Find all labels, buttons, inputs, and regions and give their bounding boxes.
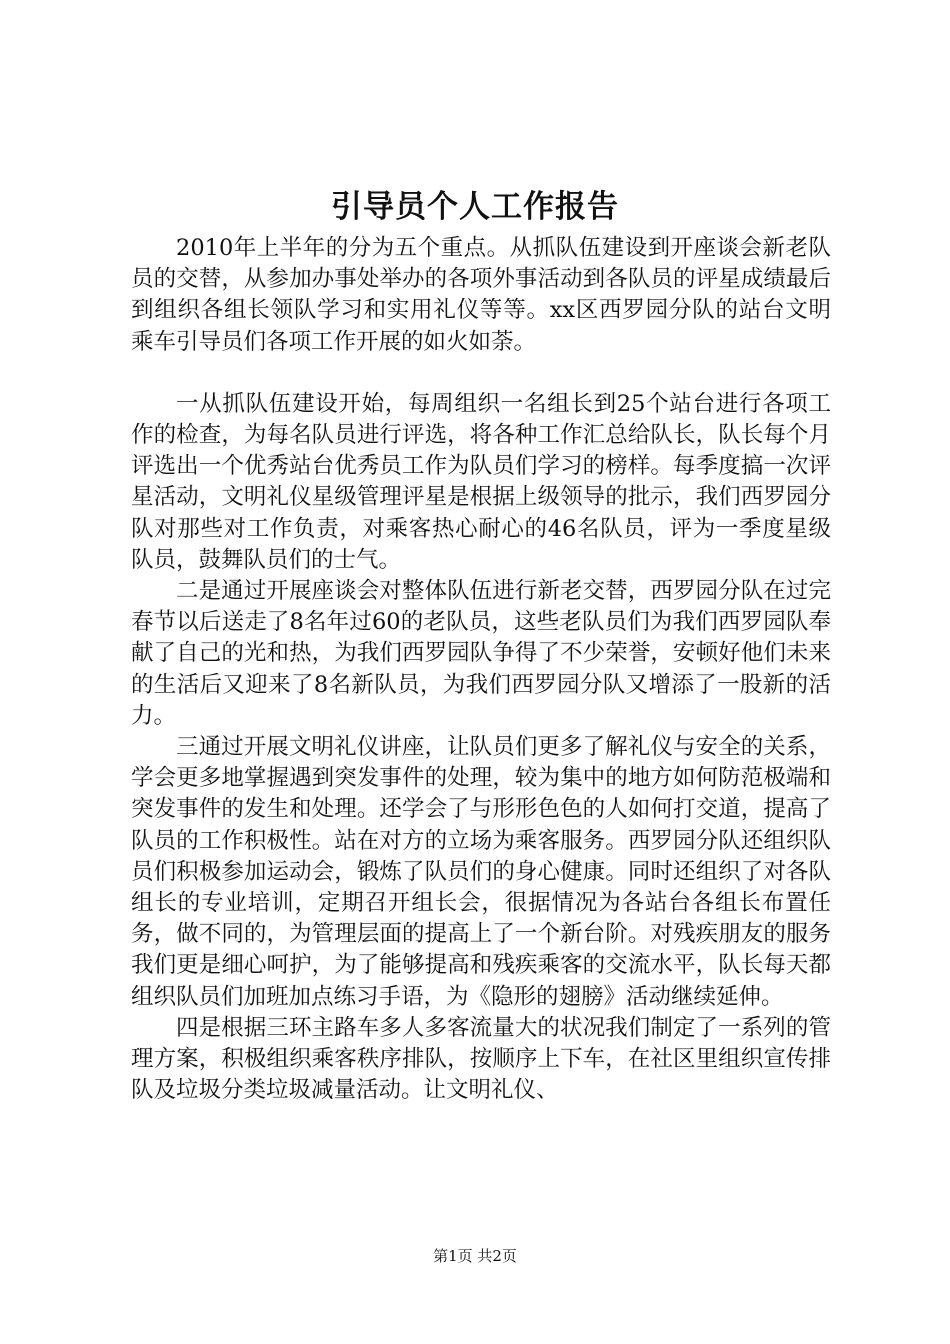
- paragraph-etiquette-training: 三通过开展文明礼仪讲座，让队员们更多了解礼仪与安全的关系，学会更多地掌握遇到突发事件的处理，较为集中的地方如何防范极端和突发事件的发生和处理。还学会了与形形色色的人如何打交道，提高了队员的工作积极性。站在对方的立场为乘客服务。西罗园分队还组织队员们积极参加运动会，锻炼了队员们的身心健康。同时还组织了对各队组长的专业培训，定期召开组长会，很据情况为各站台各组长布置任务，做不同的，为管理层面的提高上了一个新台阶。对残疾朋友的服务我们更是细心呵护，为了能够提高和残疾乘客的交流水平，队长每天都组织队员们加班加点练习手语，为《隐形的翅膀》活动继续延伸。: [131, 734, 831, 1010]
- paragraph-member-transition: 二是通过开展座谈会对整体队伍进行新老交替，西罗园分队在过完春节以后送走了8名年过60的老队员，这些老队员们为我们西罗园队奉献了自己的光和热，为我们西罗园队争得了不少荣誉，安顿好他们未来的生活后又迎来了8名新队员，为我们西罗园分队又增添了一股新的活力。: [131, 578, 831, 729]
- document-title: 引导员个人工作报告: [331, 189, 619, 225]
- page-number-footer: 第1页 共2页: [433, 1247, 517, 1265]
- paragraph-management-plan: 四是根据三环主路车多人多客流量大的状况我们制定了一系列的管理方案，积极组织乘客秩序排队，按顺序上下车，在社区里组织宣传排队及垃圾分类垃圾减量活动。让文明礼仪、: [131, 1014, 831, 1104]
- document-body: [131, 233, 831, 1106]
- paragraph-intro: 2010年上半年的分为五个重点。从抓队伍建设到开座谈会新老队员的交替，从参加办事处举办的各项外事活动到各队员的评星成绩最后到组织各组长领队学习和实用礼仪等等。xx区西罗园分队的站台文明乘车引导员们各项工作开展的如火如荼。: [131, 235, 831, 355]
- paragraph-team-building: 一从抓队伍建设开始，每周组织一名组长到25个站台进行各项工作的检查，为每名队员进行评选，将各种工作汇总给队长，队长每个月评选出一个优秀站台优秀员工作为队员们学习的榜样。每季度搞一次评星活动，文明礼仪星级管理评星是根据上级领导的批示，我们西罗园分队对那些对工作负责，对乘客热心耐心的46名队员，评为一季度星级队员，鼓舞队员们的士气。: [131, 390, 831, 573]
